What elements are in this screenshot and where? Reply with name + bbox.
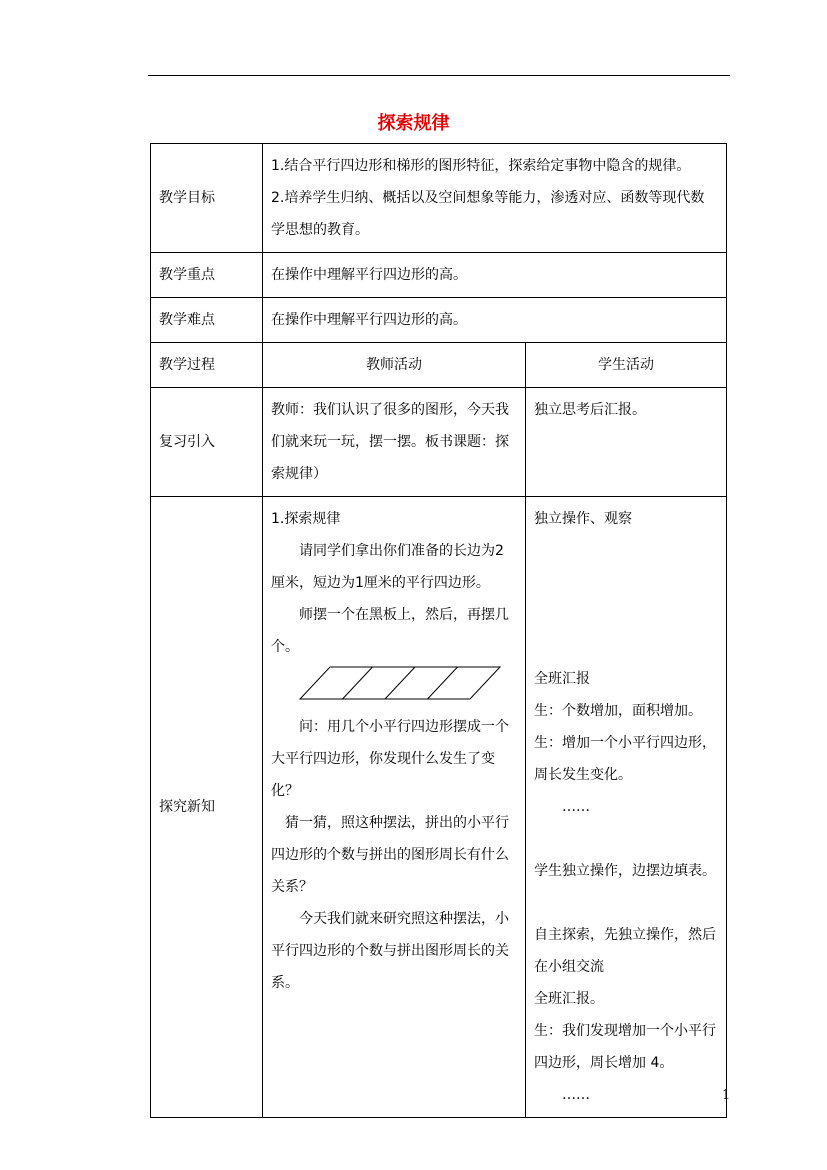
divider-line-2 [385,667,415,699]
explore-student [526,497,727,1118]
difficulty-label: 教学难点 [151,298,263,343]
spacer [534,535,718,567]
review-teacher: 教师：我们认识了很多的图形，今天我们就来玩一玩，摆一摆。板书课题：探索规律） [263,388,526,497]
spacer [534,887,718,919]
explore-teacher [263,497,526,1118]
review-student: 独立思考后汇报。 [526,388,727,497]
row-goal [151,144,727,253]
explore-student-s1: 独立操作、观察 [534,511,632,527]
explore-teacher-heading: 1.探索规律 [271,511,341,527]
key-content: 在操作中理解平行四边形的高。 [263,253,727,298]
difficulty-content: 在操作中理解平行四边形的高。 [263,298,727,343]
process-label: 教学过程 [151,343,263,388]
spacer [534,823,718,855]
explore-student-s8: 全班汇报。 [534,991,604,1007]
spacer [534,567,718,599]
row-review [151,388,727,497]
parallelogram-figure [299,665,503,701]
explore-teacher-p1: 请同学们拿出你们准备的长边为2厘米，短边为1厘米的平行四边形。 [271,543,504,591]
explore-student-s3: 生：个数增加，面积增加。 [534,703,702,719]
explore-student-s2: 全班汇报 [534,671,590,687]
explore-teacher-p3: 问：用几个小平行四边形摆成一个大平行四边形，你发现什么发生了变化？ [271,719,509,799]
explore-label: 探究新知 [151,497,263,1118]
goal-content [263,144,727,253]
review-label: 复习引入 [151,388,263,497]
spacer [534,599,718,631]
explore-teacher-p4: 猜一猜，照这种摆法，拼出的小平行四边形的个数与拼出的图形周长有什么关系？ [271,815,509,895]
row-process [151,343,727,388]
explore-student-s6: 学生独立操作，边摆边填表。 [534,863,716,879]
page-number: 1 [722,1088,731,1103]
row-difficulty [151,298,727,343]
spacer [534,631,718,663]
student-activity-header: 学生活动 [526,343,727,388]
teacher-activity-header: 教师活动 [263,343,526,388]
lesson-plan-table [150,143,727,1118]
key-label: 教学重点 [151,253,263,298]
goal-line-2: 2.培养学生归纳、概括以及空间想象等能力，渗透对应、函数等现代数学思想的教育。 [271,190,705,238]
row-explore [151,497,727,1118]
explore-student-s5: …… [562,799,590,815]
divider-line-1 [343,667,373,699]
divider-line-3 [428,667,458,699]
explore-student-s4: 生：增加一个小平行四边形，周长发生变化。 [534,735,716,783]
explore-teacher-p5: 今天我们就来研究照这种摆法，小平行四边形的个数与拼出图形周长的关系。 [271,911,509,991]
goal-label: 教学目标 [151,144,263,253]
explore-student-s10: …… [562,1087,590,1103]
explore-teacher-p2: 师摆一个在黑板上，然后，再摆几个。 [271,607,509,655]
explore-student-s9: 生：我们发现增加一个小平行四边形，周长增加 4。 [534,1023,716,1071]
row-key [151,253,727,298]
goal-line-1: 1.结合平行四边形和梯形的图形特征，探索给定事物中隐含的规律。 [271,158,691,174]
header-rule [148,75,730,76]
explore-student-s7: 自主探索，先独立操作，然后在小组交流 [534,927,716,975]
page-title: 探索规律 [377,113,450,134]
